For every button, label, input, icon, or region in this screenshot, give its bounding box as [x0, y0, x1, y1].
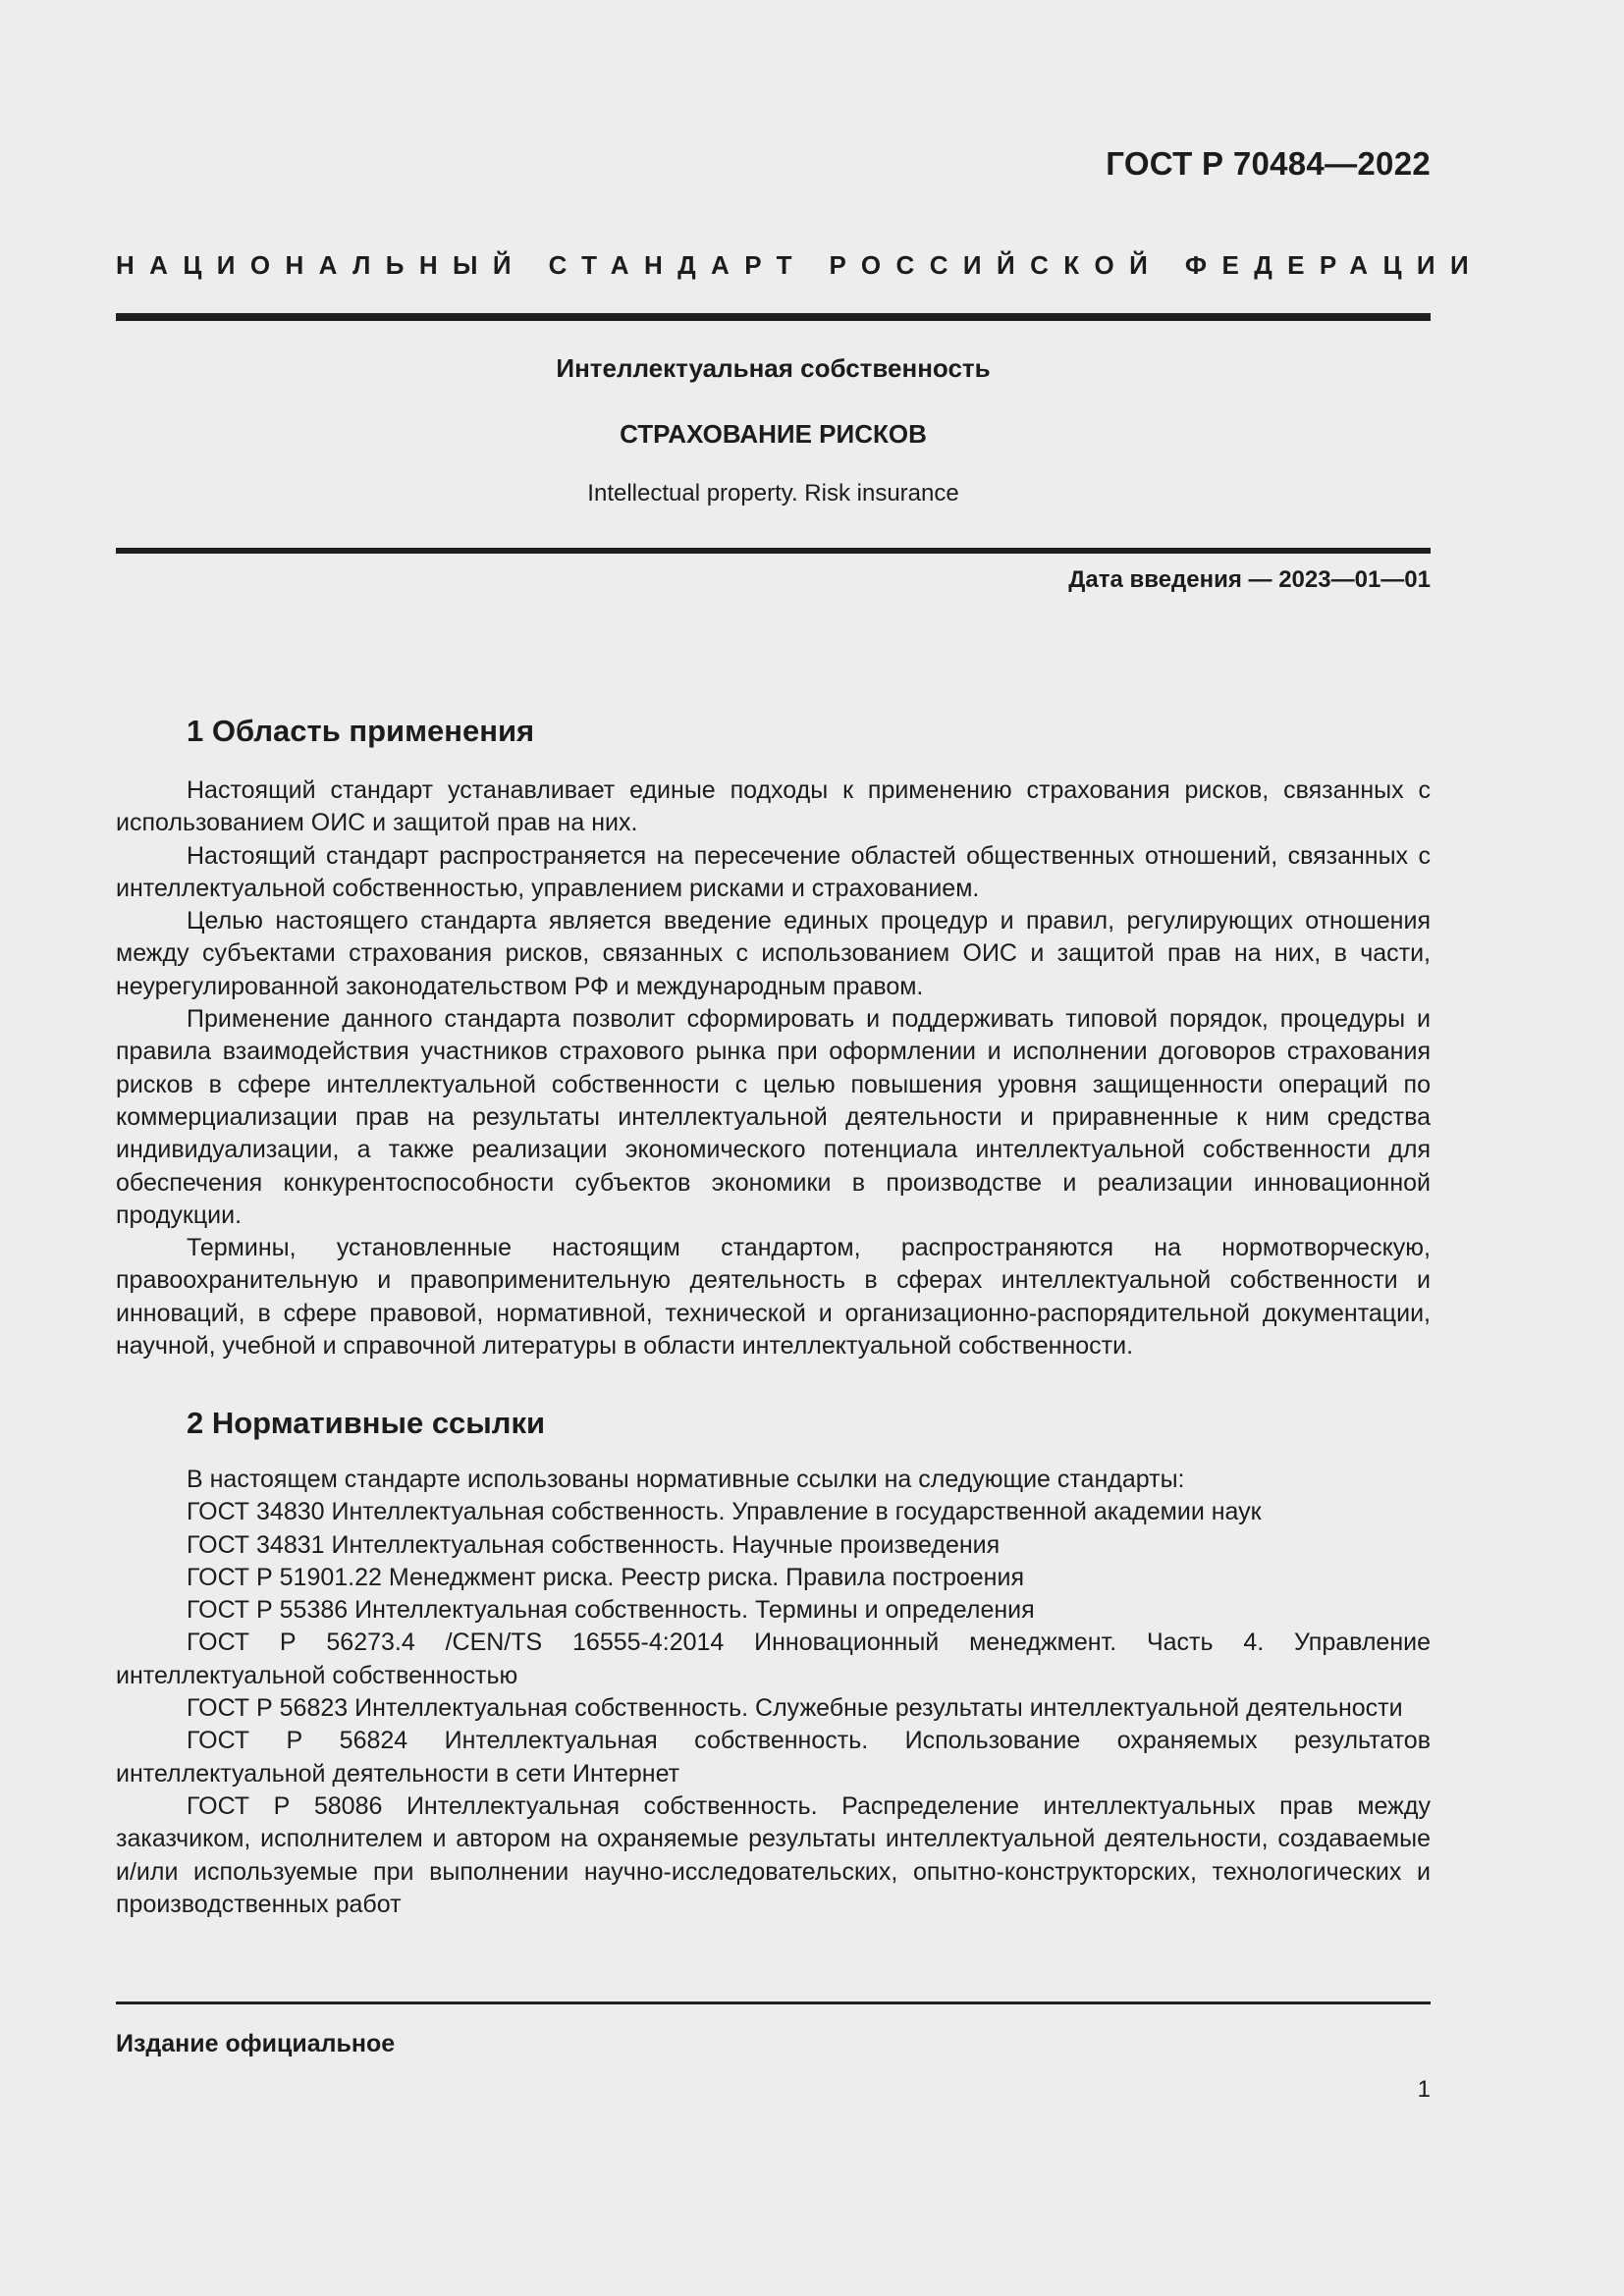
introduction-date: Дата введения — 2023—01—01 [1068, 566, 1431, 593]
paragraph: Настоящий стандарт устанавливает единые подходы к применению страхования рисков, связанных с использованием ОИС и защитой прав на них. [116, 776, 1431, 837]
paragraph: Применение данного стандарта позволит сформировать и поддерживать типовой порядок, процедуры и правила взаимодействия участников страхового рынка при оформлении и исполнении договоров страхования рисков в сфере интеллектуальной собственности с целью повышения уровня защищенности операций по коммерциализации прав на результаты интеллектуальной деятельности и приравненные к ним средства индивидуализации, а также реализации экономического потенциала интеллектуальной собственности для обеспечения конкурентоспособности субъектов экономики в производстве и реализации инновационной продукции. [116, 1005, 1431, 1229]
standard-subject: Интеллектуальная собственность [556, 353, 991, 383]
reference-item: ГОСТ Р 56273.4 /CEN/TS 16555-4:2014 Инновационный менеджмент. Часть 4. Управление интеллектуальной собственностью [116, 1629, 1431, 1689]
reference-item: ГОСТ Р 51901.22 Менеджмент риска. Реестр риска. Правила построения [187, 1563, 1024, 1591]
section-heading-normative-references: 2 Нормативные ссылки [187, 1406, 546, 1440]
section-body-normative-references [116, 1464, 1431, 1921]
page-number: 1 [1417, 2076, 1431, 2103]
title-rule [116, 548, 1431, 554]
reference-item: ГОСТ Р 58086 Интеллектуальная собственность. Распределение интеллектуальных прав между заказчиком, исполнителем и автором на охраняемые результаты интеллектуальной деятельности, создаваемые и/или используемые при выполнении научно-исследовательских, опытно-конструкторских, технологических и производственных работ [116, 1791, 1431, 1918]
reference-item: ГОСТ Р 55386 Интеллектуальная собственность. Термины и определения [187, 1596, 1035, 1625]
footer-rule [116, 2002, 1431, 2004]
standard-title: СТРАХОВАНИЕ РИСКОВ [620, 419, 927, 449]
national-standard-banner: НАЦИОНАЛЬНЫЙ СТАНДАРТ РОССИЙСКОЙ ФЕДЕРАЦИИ [116, 250, 1485, 280]
gost-number: ГОСТ Р 70484—2022 [1106, 145, 1431, 182]
header-rule [116, 313, 1431, 321]
paragraph: Целью настоящего стандарта является введение единых процедур и правил, регулирующих отношения между субъектами страхования рисков, связанных с использованием ОИС и защитой прав на них, в части, неурегулированной законодательством РФ и международным правом. [116, 907, 1431, 1000]
reference-item: ГОСТ Р 56824 Интеллектуальная собственность. Использование охраняемых результатов интеллектуальной деятельности в сети Интернет [116, 1727, 1431, 1788]
paragraph: Настоящий стандарт распространяется на пересечение областей общественных отношений, связанных с интеллектуальной собственностью, управлением рисками и страхованием. [116, 841, 1431, 902]
official-edition-label: Издание официальное [116, 2030, 396, 2057]
section-body-scope [116, 774, 1431, 1362]
reference-item: ГОСТ 34831 Интеллектуальная собственность. Научные произведения [187, 1530, 1001, 1559]
document-page [116, 0, 1485, 2296]
standard-title-english: Intellectual property. Risk insurance [587, 480, 959, 507]
paragraph: Термины, установленные настоящим стандартом, распространяются на нормотворческую, правоохранительную и правоприменительную деятельность в сферах интеллектуальной собственности и инноваций, в сфере правовой, нормативной, технической и организационно-распорядительной документации, научной, учебной и справочной литературы в области интеллектуальной собственности. [116, 1234, 1431, 1361]
paragraph: В настоящем стандарте использованы нормативные ссылки на следующие стандарты: [187, 1466, 1185, 1493]
section-heading-scope: 1 Область применения [187, 714, 535, 748]
reference-item: ГОСТ 34830 Интеллектуальная собственность. Управление в государственной академии наук [187, 1498, 1262, 1526]
reference-item: ГОСТ Р 56823 Интеллектуальная собственность. Служебные результаты интеллектуальной деятельности [187, 1694, 1403, 1723]
